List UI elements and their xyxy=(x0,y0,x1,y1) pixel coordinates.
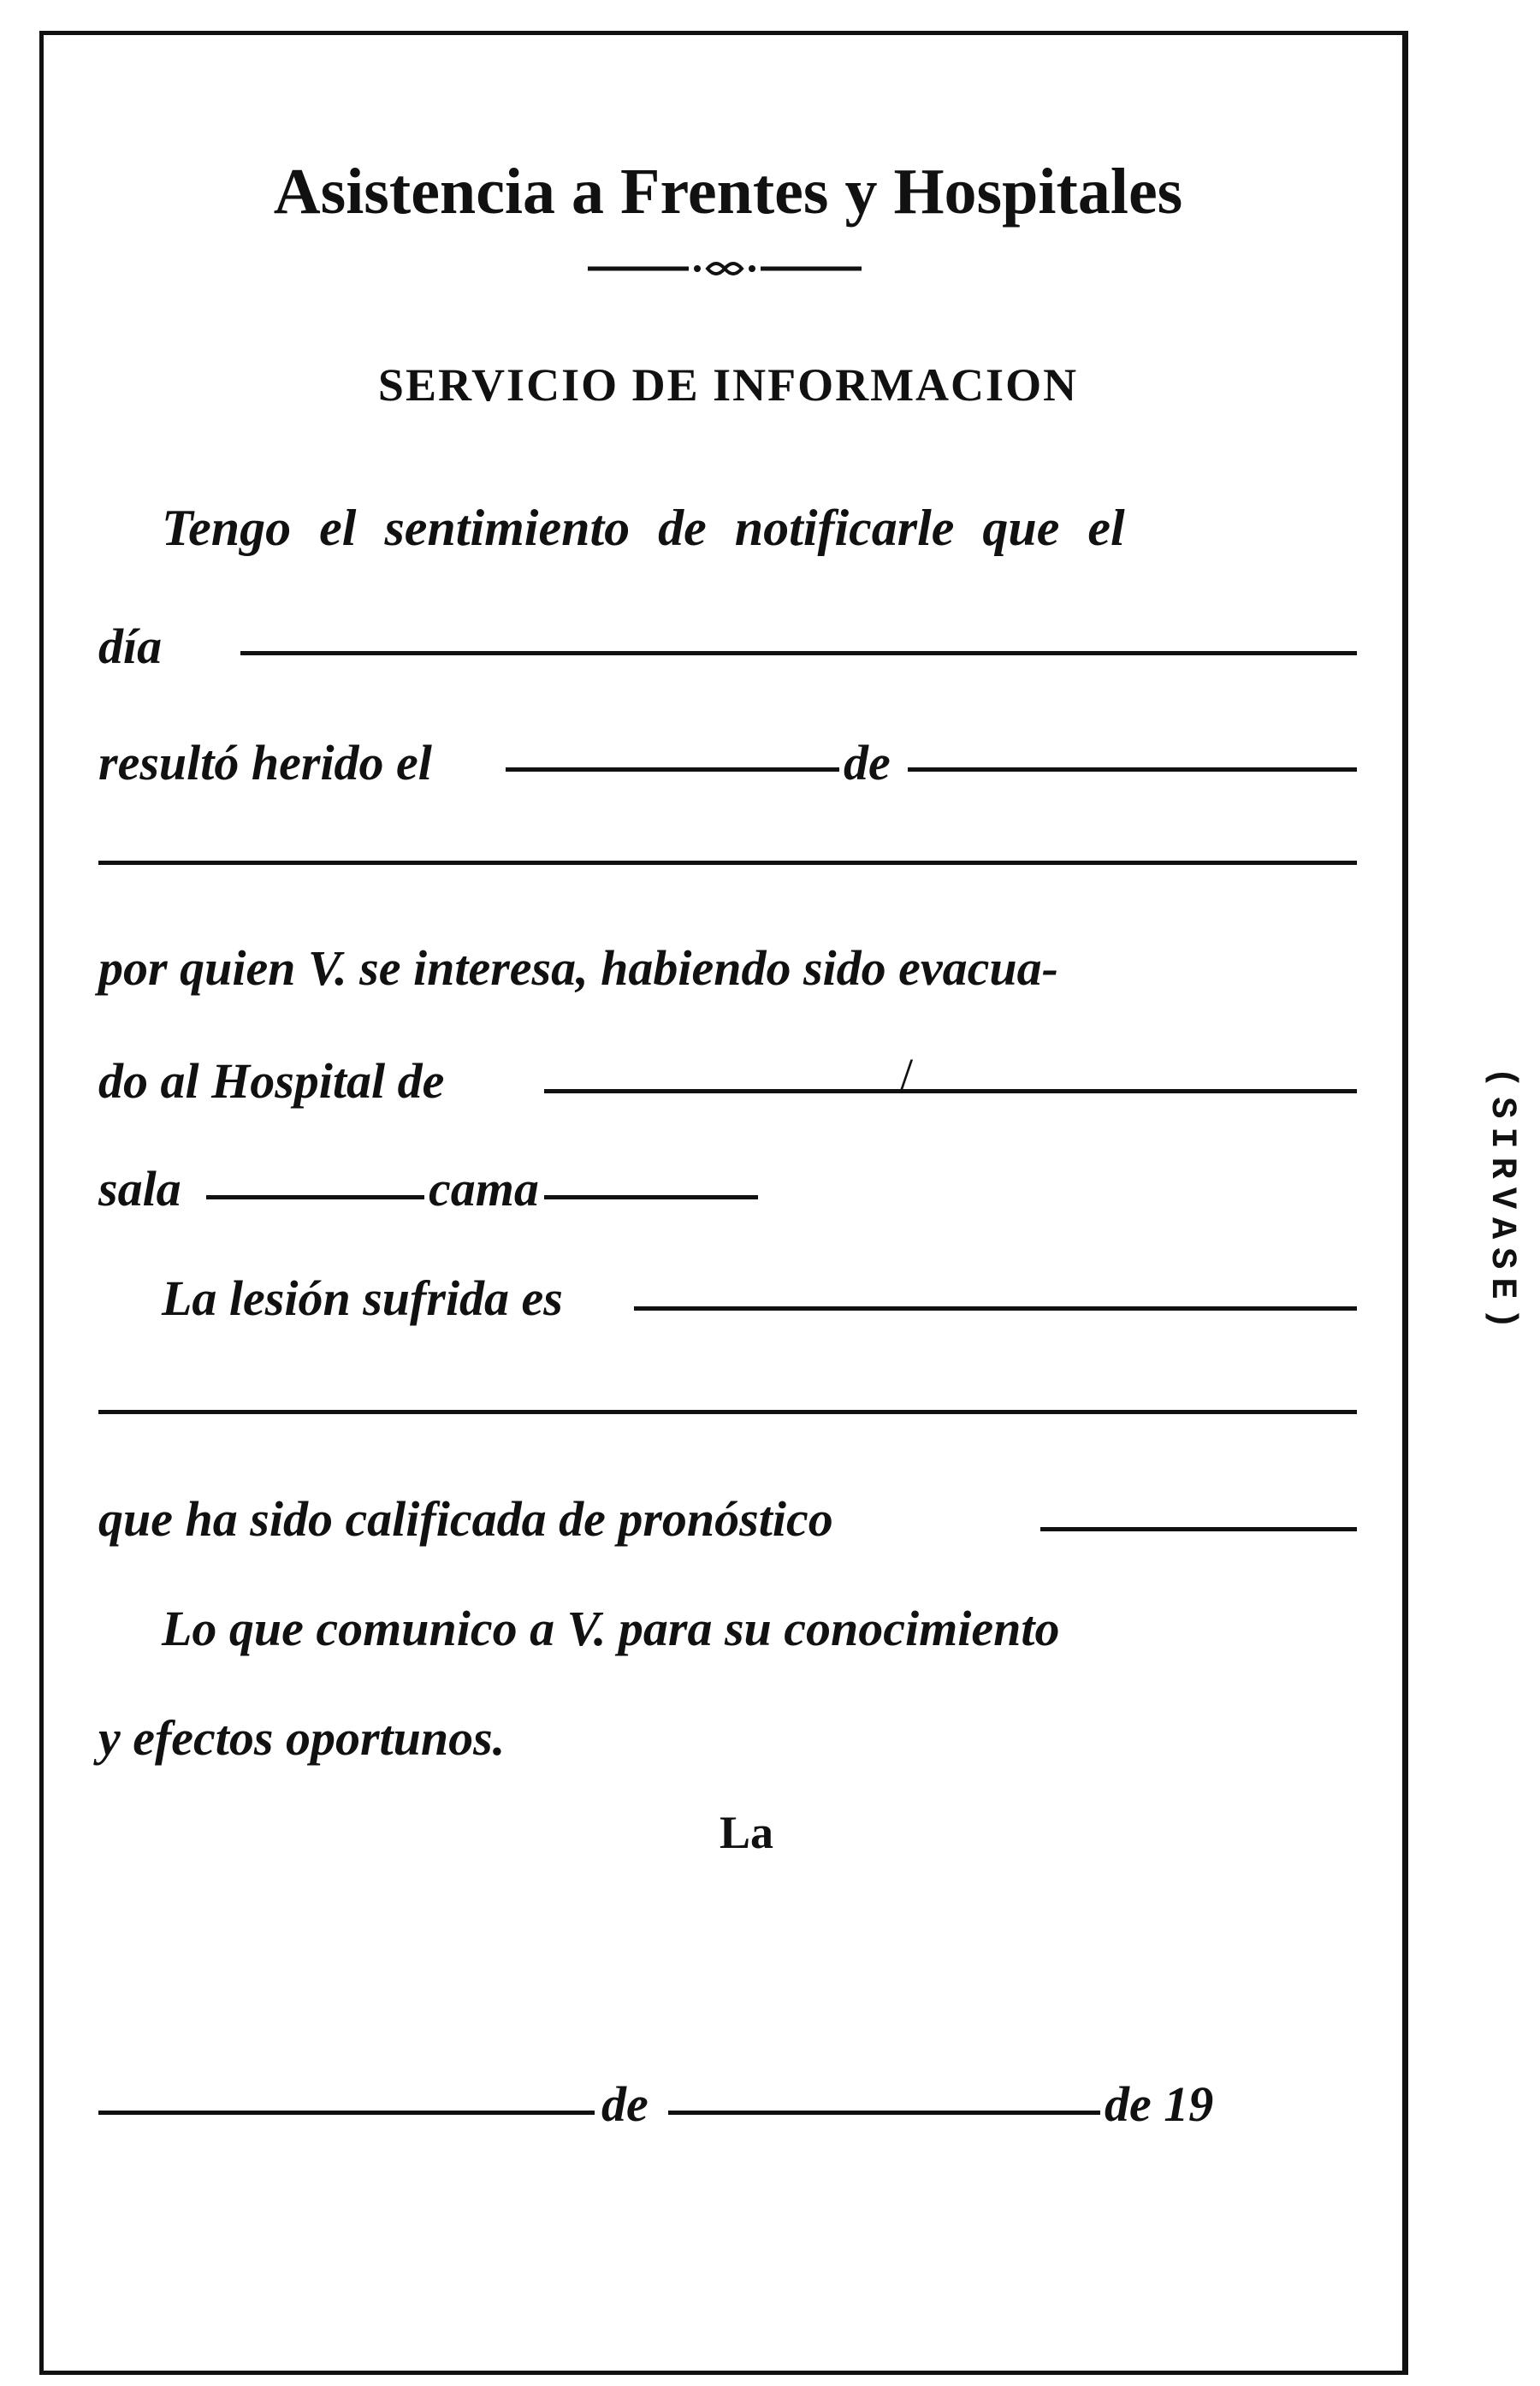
of-label: de xyxy=(844,735,891,790)
date-month-field[interactable] xyxy=(668,2111,1100,2115)
intro-text: Tengo el sentimiento de notificarle que el xyxy=(162,500,1125,556)
hospital-label: do al Hospital de xyxy=(98,1053,445,1109)
prognosis-field[interactable] xyxy=(1040,1527,1357,1531)
communication-text: Lo que comunico a V. para su conocimiento xyxy=(162,1601,1060,1656)
ornament-divider-icon xyxy=(588,256,862,281)
day-label: día xyxy=(98,619,163,674)
bed-field[interactable] xyxy=(544,1195,758,1199)
date-of-label: de xyxy=(601,2076,649,2132)
closing-text: y efectos oportunos. xyxy=(98,1710,506,1766)
signature-label: La xyxy=(720,1807,774,1858)
ward-label: sala xyxy=(98,1161,181,1217)
injury-label: La lesión sufrida es xyxy=(162,1270,563,1326)
prognosis-label: que ha sido calificada de pronóstico xyxy=(98,1491,833,1547)
wounded-label: resultó herido el xyxy=(98,735,432,790)
notification-form xyxy=(39,31,1408,2375)
wounded-name-field[interactable] xyxy=(506,767,839,772)
injury-field[interactable] xyxy=(634,1306,1357,1311)
bed-label: cama xyxy=(429,1161,539,1217)
hospital-field[interactable] xyxy=(544,1089,1357,1093)
unit-field[interactable] xyxy=(908,767,1357,772)
injury-continued-field[interactable] xyxy=(98,1410,1357,1414)
side-note: (SIRVASE) xyxy=(1482,1066,1523,1338)
date-year-label: de 19 xyxy=(1105,2076,1214,2132)
date-day-field[interactable] xyxy=(98,2111,595,2115)
form-title: Asistencia a Frentes y Hospitales xyxy=(273,156,1183,228)
ward-field[interactable] xyxy=(206,1195,424,1199)
interest-text: por quien V. se interesa, habiendo sido evacua- xyxy=(98,940,1058,996)
form-subtitle: SERVICIO DE INFORMACION xyxy=(377,359,1079,411)
blank-line-field[interactable] xyxy=(98,861,1357,865)
handwritten-slash-mark: / xyxy=(899,1048,914,1104)
day-field[interactable] xyxy=(240,651,1357,655)
